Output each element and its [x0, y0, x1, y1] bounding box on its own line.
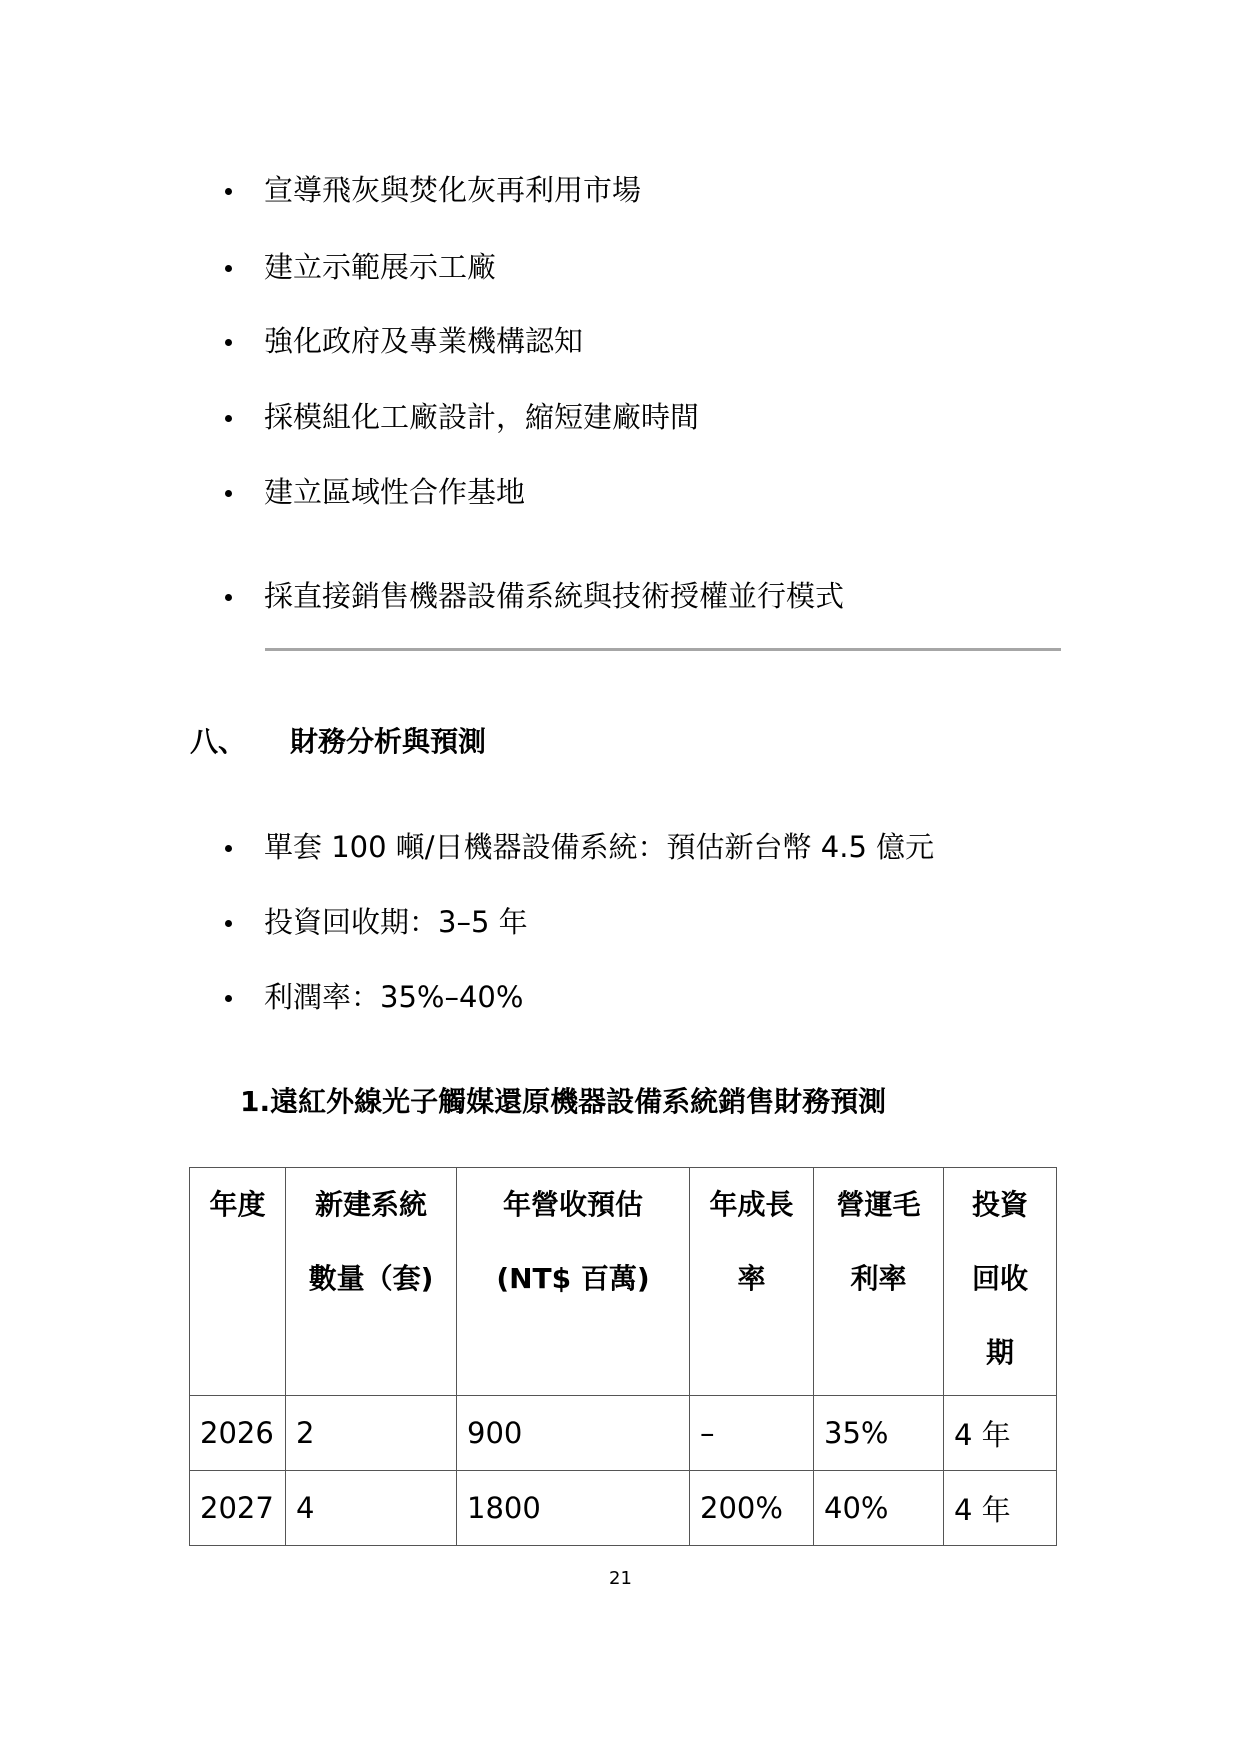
cell-gross-margin: 35%: [814, 1396, 944, 1471]
financial-forecast-table: [189, 1167, 1057, 1546]
list-item: [225, 975, 523, 1015]
table-header-row: [190, 1168, 1057, 1396]
list-item-text: 建立示範展示工廠: [264, 249, 497, 284]
header-growth-rate: 年成長 率: [690, 1168, 814, 1396]
bullet-icon: [225, 188, 232, 195]
bullet-icon: [225, 490, 232, 497]
list-item: [225, 245, 496, 285]
list-item-text: 建立區域性合作基地: [264, 474, 526, 509]
section-title: 財務分析與預測: [290, 725, 487, 758]
bullet-icon: [225, 920, 232, 927]
header-gross-margin: 營運毛 利率: [814, 1168, 944, 1396]
list-item: [225, 470, 525, 510]
cell-annual-revenue: 1800: [457, 1471, 690, 1546]
list-item: [225, 395, 699, 435]
cell-payback-period: 4 年: [944, 1396, 1057, 1471]
cell-growth-rate: 200%: [690, 1471, 814, 1546]
horizontal-divider: [265, 648, 1061, 651]
bullet-icon: [225, 415, 232, 422]
header-new-systems: 新建系統 數量（套): [286, 1168, 457, 1396]
table-title: 1.遠紅外線光子觸媒還原機器設備系統銷售財務預測: [240, 1085, 887, 1118]
bullet-icon: [225, 594, 232, 601]
cell-gross-margin: 40%: [814, 1471, 944, 1546]
list-item-text: 宣導飛灰與焚化灰再利用市場: [264, 172, 642, 207]
table-row: [190, 1471, 1057, 1546]
list-item-text: 利潤率：35%–40%: [264, 979, 524, 1014]
cell-payback-period: 4 年: [944, 1471, 1057, 1546]
cell-year: 2027: [190, 1471, 286, 1546]
list-item-text: 強化政府及專業機構認知: [264, 323, 584, 358]
table-row: [190, 1396, 1057, 1471]
list-item-text: 單套 100 噸/日機器設備系統：預估新台幣 4.5 億元: [264, 829, 935, 864]
list-item-text: 採直接銷售機器設備系統與技術授權並行模式: [264, 578, 845, 613]
list-item-text: 投資回收期：3–5 年: [264, 904, 528, 939]
header-annual-revenue: 年營收預估 (NT$ 百萬): [457, 1168, 690, 1396]
list-item: [225, 900, 528, 940]
page-number: 21: [609, 1568, 632, 1589]
cell-new-systems: 4: [286, 1471, 457, 1546]
list-item: [225, 168, 641, 208]
cell-annual-revenue: 900: [457, 1396, 690, 1471]
list-item: [225, 825, 934, 865]
section-number: 八、: [190, 725, 247, 758]
list-item-text: 採模組化工廠設計，縮短建廠時間: [264, 399, 700, 434]
bullet-icon: [225, 845, 232, 852]
header-year: 年度: [190, 1168, 286, 1396]
bullet-icon: [225, 339, 232, 346]
bullet-icon: [225, 995, 232, 1002]
cell-growth-rate: –: [690, 1396, 814, 1471]
cell-new-systems: 2: [286, 1396, 457, 1471]
bullet-icon: [225, 265, 232, 272]
section-heading: [190, 720, 486, 760]
cell-year: 2026: [190, 1396, 286, 1471]
list-item: [225, 574, 844, 614]
header-payback-period: 投資 回收 期: [944, 1168, 1057, 1396]
list-item: [225, 319, 583, 359]
